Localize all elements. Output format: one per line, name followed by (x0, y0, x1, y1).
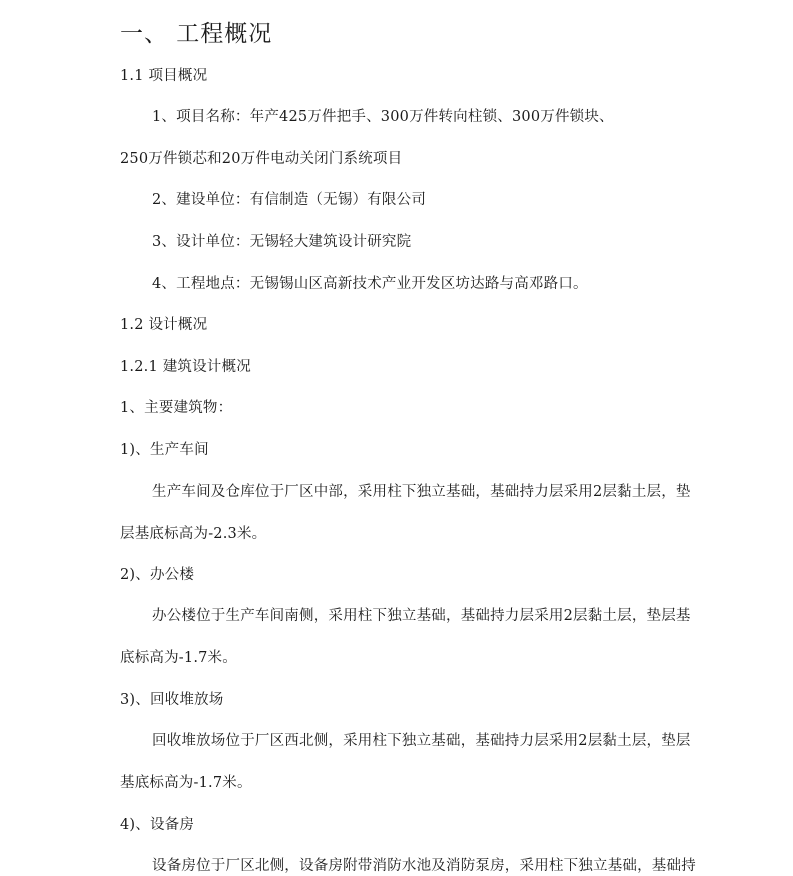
project-location: 4、工程地点：无锡锡山区高新技术产业开发区坊达路与高邓路口。 (152, 276, 588, 292)
project-name-line-1: 1、项目名称：年产425万件把手、300万件转向柱锁、300万件锁块、 (152, 109, 614, 125)
building-1-text-line-1: 生产车间及仓库位于厂区中部，采用柱下独立基础，基础持力层采用2层黏土层，垫 (152, 484, 691, 500)
construction-unit: 2、建设单位：有信制造（无锡）有限公司 (152, 192, 427, 208)
building-2-heading: 2)、办公楼 (120, 567, 195, 583)
building-1-heading: 1)、生产车间 (120, 442, 209, 458)
section-heading-1-2-1: 1.2.1 建筑设计概况 (120, 359, 251, 375)
building-3-text-line-2: 基底标高为-1.7米。 (120, 775, 252, 791)
building-1-text-line-2: 层基底标高为-2.3米。 (120, 526, 267, 542)
building-4-text-line-1: 设备房位于厂区北侧，设备房附带消防水池及消防泵房，采用柱下独立基础，基础持 (152, 858, 696, 874)
building-2-text-line-2: 底标高为-1.7米。 (120, 650, 237, 666)
building-3-text-line-1: 回收堆放场位于厂区西北侧，采用柱下独立基础，基础持力层采用2层黏土层，垫层 (152, 733, 691, 749)
building-4-heading: 4)、设备房 (120, 817, 195, 833)
section-heading-1-2: 1.2 设计概况 (120, 317, 208, 333)
project-name-line-2: 250万件锁芯和20万件电动关闭门系统项目 (120, 151, 403, 167)
chapter-title: 一、 工程概况 (120, 21, 273, 47)
section-heading-1-1: 1.1 项目概况 (120, 68, 208, 84)
building-3-heading: 3)、回收堆放场 (120, 692, 224, 708)
building-2-text-line-1: 办公楼位于生产车间南侧，采用柱下独立基础，基础持力层采用2层黏土层，垫层基 (152, 608, 691, 624)
main-buildings-heading: 1、主要建筑物： (120, 400, 233, 416)
design-unit: 3、设计单位：无锡轻大建筑设计研究院 (152, 234, 412, 250)
